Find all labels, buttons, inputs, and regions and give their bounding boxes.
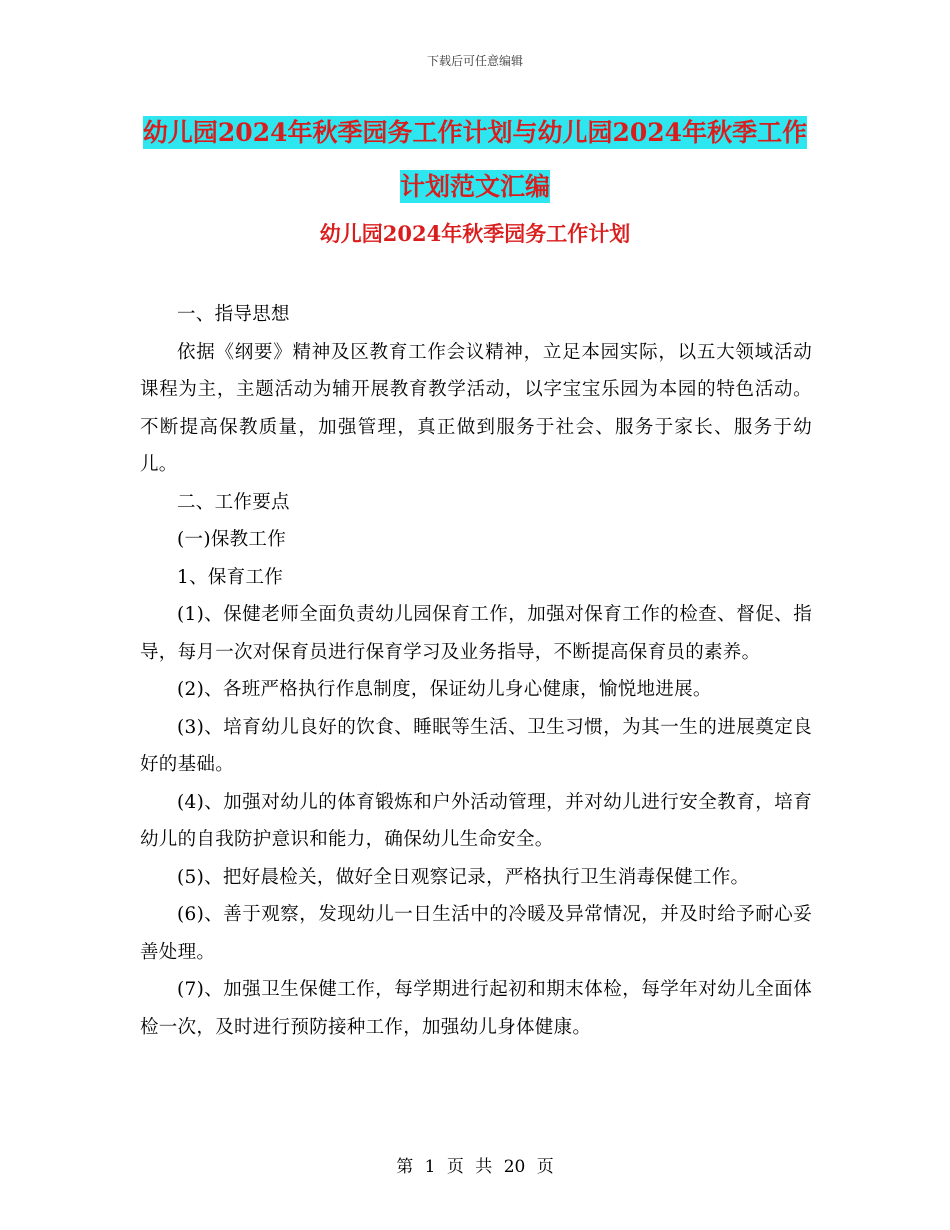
page-number: 第 1 页 共 20 页: [396, 1157, 554, 1177]
heading-childcare-work: 1、保育工作: [177, 566, 284, 588]
list-item: (2)、各班严格执行作息制度，保证幼儿身心健康，愉悦地进展。: [177, 679, 712, 700]
document-body: [140, 296, 812, 1046]
list-item: (6)、善于观察，发现幼儿一日生活中的冷暖及异常情况，并及时给予耐心妥善处理。: [140, 904, 812, 963]
list-item: (3)、培育幼儿良好的饮食、睡眠等生活、卫生习惯，为其一生的进展奠定良好的基础。: [140, 716, 812, 775]
heading-guiding-ideology: 一、指导思想: [177, 304, 290, 325]
list-item: (4)、加强对幼儿的体育锻炼和户外活动管理，并对幼儿进行安全教育，培育幼儿的自我防护意识和能力，确保幼儿生命安全。: [140, 791, 812, 850]
list-item: (1)、保健老师全面负责幼儿园保育工作，加强对保育工作的检查、督促、指导，每月一次对保育员进行保育学习及业务指导，不断提高保育员的素养。: [140, 604, 812, 663]
document-title: [140, 106, 810, 214]
heading-work-points: 二、工作要点: [177, 491, 290, 513]
list-item: (5)、把好晨检关，做好全日观察记录，严格执行卫生消毒保健工作。: [177, 866, 750, 888]
section-title: 幼儿园2024年秋季园务工作计划: [319, 221, 631, 246]
document-title-text: 幼儿园2024年秋季园务工作计划与幼儿园2024年秋季工作计划范文汇编: [142, 118, 808, 201]
body-paragraph: 依据《纲要》精神及区教育工作会议精神，立足本园实际，以五大领域活动课程为主，主题活动为辅开展教育教学活动，以字宝宝乐园为本园的特色活动。不断提高保教质量，加强管理，真正做到服务于社会、服务于家长、服务于幼儿。: [140, 341, 812, 475]
header-note: 下载后可任意编辑: [426, 54, 523, 68]
heading-care-education: (一)保教工作: [177, 529, 287, 550]
list-item: (7)、加强卫生保健工作，每学期进行起初和期末体检，每学年对幼儿全面体检一次，及时进行预防接种工作，加强幼儿身体健康。: [140, 979, 812, 1038]
